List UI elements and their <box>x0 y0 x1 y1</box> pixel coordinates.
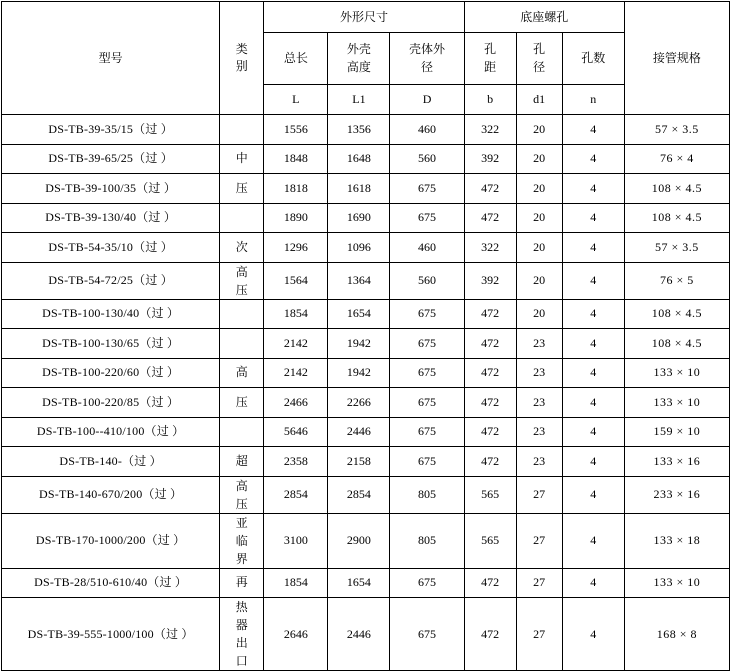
cell-shell-diameter: 560 <box>390 144 464 174</box>
table-row <box>2 262 730 299</box>
category-stack <box>220 514 263 568</box>
table-row <box>2 203 730 233</box>
cell-shell-diameter: 675 <box>390 447 464 477</box>
cell-hole-count: 4 <box>562 388 624 418</box>
cell-model: DS-TB-100-130/65（过 ） <box>2 329 220 359</box>
cell-total-length: 1296 <box>264 233 328 263</box>
cell-hole-diameter: 23 <box>516 329 562 359</box>
category-char: 压 <box>235 496 248 511</box>
cell-hole-diameter: 23 <box>516 388 562 418</box>
cell-shell-height: 2446 <box>328 417 390 447</box>
header-shell-diameter-line1: 壳体外 <box>409 42 446 57</box>
specification-table <box>1 1 730 671</box>
cell-model: DS-TB-100-220/85（过 ） <box>2 388 220 418</box>
category-char: 出 <box>235 636 248 650</box>
header-shell-height-line1: 外壳 <box>346 42 371 57</box>
cell-model: DS-TB-100-130/40（过 ） <box>2 299 220 329</box>
cell-model: DS-TB-39-35/15（过 ） <box>2 115 220 145</box>
cell-category <box>220 417 264 447</box>
cell-hole-count: 4 <box>562 174 624 204</box>
cell-hole-pitch: 472 <box>464 174 516 204</box>
category-stack <box>220 263 263 299</box>
cell-total-length: 2646 <box>264 598 328 671</box>
spec-table-page <box>0 1 731 668</box>
cell-hole-pitch: 322 <box>464 233 516 263</box>
cell-hole-pitch: 472 <box>464 388 516 418</box>
cell-hole-count: 4 <box>562 447 624 477</box>
header-symbol-L1: L1 <box>328 85 390 115</box>
cell-hole-pitch: 565 <box>464 513 516 568</box>
table-row <box>2 299 730 329</box>
header-hole-diameter-line2: 径 <box>533 59 546 74</box>
cell-shell-height: 1654 <box>328 299 390 329</box>
cell-shell-height: 2266 <box>328 388 390 418</box>
table-row <box>2 358 730 388</box>
cell-hole-pitch: 322 <box>464 115 516 145</box>
cell-pipe-spec: 133 × 10 <box>624 358 729 388</box>
cell-pipe-spec: 133 × 18 <box>624 513 729 568</box>
header-shell-height <box>328 33 390 85</box>
cell-shell-height: 1648 <box>328 144 390 174</box>
cell-hole-count: 4 <box>562 203 624 233</box>
cell-shell-diameter: 675 <box>390 388 464 418</box>
cell-total-length: 5646 <box>264 417 328 447</box>
table-body <box>2 115 730 671</box>
table-row <box>2 417 730 447</box>
cell-shell-diameter: 675 <box>390 203 464 233</box>
table-row <box>2 598 730 671</box>
cell-pipe-spec: 108 × 4.5 <box>624 299 729 329</box>
cell-hole-count: 4 <box>562 329 624 359</box>
cell-shell-diameter: 675 <box>390 329 464 359</box>
cell-category <box>220 115 264 145</box>
cell-model: DS-TB-100--410/100（过 ） <box>2 417 220 447</box>
cell-hole-diameter: 20 <box>516 144 562 174</box>
cell-hole-diameter: 27 <box>516 598 562 671</box>
category-char: 热 <box>235 600 248 614</box>
cell-hole-pitch: 472 <box>464 417 516 447</box>
header-pipe-spec: 接管规格 <box>624 2 729 115</box>
header-hole-diameter-line1: 孔 <box>533 42 546 57</box>
header-symbol-D: D <box>390 85 464 115</box>
cell-hole-diameter: 20 <box>516 262 562 299</box>
cell-shell-diameter: 805 <box>390 476 464 513</box>
header-hole-count: 孔数 <box>562 33 624 85</box>
cell-hole-diameter: 27 <box>516 476 562 513</box>
cell-category <box>220 299 264 329</box>
table-row <box>2 388 730 418</box>
cell-hole-pitch: 472 <box>464 568 516 598</box>
cell-hole-pitch: 565 <box>464 476 516 513</box>
cell-hole-pitch: 472 <box>464 598 516 671</box>
cell-hole-diameter: 20 <box>516 233 562 263</box>
cell-category: 压 <box>220 174 264 204</box>
header-shell-diameter-line2: 径 <box>421 59 434 74</box>
category-char: 压 <box>235 282 248 297</box>
header-model: 型号 <box>2 2 220 115</box>
cell-shell-diameter: 460 <box>390 115 464 145</box>
cell-hole-pitch: 392 <box>464 262 516 299</box>
cell-hole-diameter: 20 <box>516 203 562 233</box>
cell-pipe-spec: 108 × 4.5 <box>624 203 729 233</box>
cell-model: DS-TB-39-130/40（过 ） <box>2 203 220 233</box>
cell-hole-count: 4 <box>562 598 624 671</box>
cell-pipe-spec: 76 × 5 <box>624 262 729 299</box>
category-stack <box>220 598 263 670</box>
cell-model: DS-TB-170-1000/200（过 ） <box>2 513 220 568</box>
cell-shell-height: 1942 <box>328 329 390 359</box>
cell-hole-diameter: 20 <box>516 299 562 329</box>
header-shell-diameter <box>390 33 464 85</box>
header-category-line2: 别 <box>235 59 248 73</box>
cell-hole-count: 4 <box>562 476 624 513</box>
cell-pipe-spec: 57 × 3.5 <box>624 233 729 263</box>
header-symbol-L: L <box>264 85 328 115</box>
cell-category: 再 <box>220 568 264 598</box>
cell-hole-count: 4 <box>562 115 624 145</box>
header-symbol-d1: d1 <box>516 85 562 115</box>
cell-hole-pitch: 472 <box>464 299 516 329</box>
table-row <box>2 329 730 359</box>
cell-hole-pitch: 392 <box>464 144 516 174</box>
cell-pipe-spec: 108 × 4.5 <box>624 329 729 359</box>
cell-total-length: 2358 <box>264 447 328 477</box>
cell-shell-height: 2854 <box>328 476 390 513</box>
cell-total-length: 2854 <box>264 476 328 513</box>
cell-total-length: 2142 <box>264 329 328 359</box>
cell-category <box>220 203 264 233</box>
cell-model: DS-TB-140-（过 ） <box>2 447 220 477</box>
header-hole-pitch-line1: 孔 <box>484 42 497 57</box>
cell-pipe-spec: 159 × 10 <box>624 417 729 447</box>
cell-shell-diameter: 675 <box>390 417 464 447</box>
cell-total-length: 2142 <box>264 358 328 388</box>
cell-total-length: 1818 <box>264 174 328 204</box>
cell-pipe-spec: 168 × 8 <box>624 598 729 671</box>
cell-total-length: 1854 <box>264 299 328 329</box>
cell-shell-height: 1356 <box>328 115 390 145</box>
cell-hole-count: 4 <box>562 513 624 568</box>
cell-category: 高 <box>220 358 264 388</box>
cell-shell-height: 1690 <box>328 203 390 233</box>
cell-total-length: 1564 <box>264 262 328 299</box>
cell-total-length: 2466 <box>264 388 328 418</box>
cell-total-length: 1854 <box>264 568 328 598</box>
cell-pipe-spec: 57 × 3.5 <box>624 115 729 145</box>
cell-category: 压 <box>220 388 264 418</box>
header-hole-pitch-line2: 距 <box>484 59 497 74</box>
cell-category: 中 <box>220 144 264 174</box>
cell-hole-count: 4 <box>562 299 624 329</box>
cell-shell-diameter: 675 <box>390 568 464 598</box>
cell-hole-diameter: 27 <box>516 568 562 598</box>
cell-shell-height: 1654 <box>328 568 390 598</box>
cell-hole-pitch: 472 <box>464 447 516 477</box>
cell-shell-height: 1618 <box>328 174 390 204</box>
cell-category: 超 <box>220 447 264 477</box>
cell-hole-count: 4 <box>562 144 624 174</box>
cell-shell-height: 2158 <box>328 447 390 477</box>
cell-shell-height: 1096 <box>328 233 390 263</box>
table-row <box>2 174 730 204</box>
cell-hole-count: 4 <box>562 262 624 299</box>
cell-total-length: 1556 <box>264 115 328 145</box>
cell-category: 次 <box>220 233 264 263</box>
cell-hole-diameter: 23 <box>516 358 562 388</box>
cell-model: DS-TB-54-35/10（过 ） <box>2 233 220 263</box>
cell-shell-height: 1364 <box>328 262 390 299</box>
cell-shell-diameter: 675 <box>390 174 464 204</box>
cell-hole-diameter: 23 <box>516 447 562 477</box>
cell-model: DS-TB-39-100/35（过 ） <box>2 174 220 204</box>
header-hole-diameter <box>516 33 562 85</box>
table-row <box>2 568 730 598</box>
table-row <box>2 144 730 174</box>
cell-category <box>220 476 264 513</box>
cell-shell-diameter: 560 <box>390 262 464 299</box>
cell-model: DS-TB-140-670/200（过 ） <box>2 476 220 513</box>
cell-shell-height: 1942 <box>328 358 390 388</box>
cell-shell-diameter: 460 <box>390 233 464 263</box>
cell-shell-height: 2900 <box>328 513 390 568</box>
cell-hole-count: 4 <box>562 568 624 598</box>
header-total-length: 总长 <box>264 33 328 85</box>
header-category-line1: 类 <box>235 41 248 56</box>
cell-pipe-spec: 133 × 16 <box>624 447 729 477</box>
table-row <box>2 233 730 263</box>
table-row <box>2 476 730 513</box>
cell-hole-diameter: 27 <box>516 513 562 568</box>
cell-model: DS-TB-39-65/25（过 ） <box>2 144 220 174</box>
category-char: 口 <box>235 654 248 668</box>
cell-hole-pitch: 472 <box>464 358 516 388</box>
cell-shell-diameter: 805 <box>390 513 464 568</box>
cell-hole-diameter: 20 <box>516 174 562 204</box>
cell-hole-pitch: 472 <box>464 329 516 359</box>
category-char: 界 <box>235 551 248 566</box>
cell-total-length: 3100 <box>264 513 328 568</box>
cell-hole-diameter: 20 <box>516 115 562 145</box>
cell-hole-count: 4 <box>562 358 624 388</box>
header-symbol-b: b <box>464 85 516 115</box>
cell-pipe-spec: 76 × 4 <box>624 144 729 174</box>
cell-category <box>220 513 264 568</box>
cell-shell-diameter: 675 <box>390 299 464 329</box>
cell-category <box>220 329 264 359</box>
category-char: 高 <box>235 264 248 279</box>
cell-hole-diameter: 23 <box>516 417 562 447</box>
cell-model: DS-TB-54-72/25（过 ） <box>2 262 220 299</box>
header-row-groups <box>2 2 730 33</box>
cell-model: DS-TB-39-555-1000/100（过 ） <box>2 598 220 671</box>
category-char: 器 <box>235 618 248 632</box>
table-row <box>2 513 730 568</box>
table-row <box>2 447 730 477</box>
category-stack <box>220 477 263 513</box>
header-symbol-n: n <box>562 85 624 115</box>
cell-shell-diameter: 675 <box>390 358 464 388</box>
header-group-dimensions: 外形尺寸 <box>264 2 464 33</box>
cell-shell-diameter: 675 <box>390 598 464 671</box>
cell-pipe-spec: 133 × 10 <box>624 388 729 418</box>
cell-total-length: 1890 <box>264 203 328 233</box>
cell-category <box>220 598 264 671</box>
cell-pipe-spec: 233 × 16 <box>624 476 729 513</box>
table-header <box>2 2 730 115</box>
cell-hole-pitch: 472 <box>464 203 516 233</box>
cell-shell-height: 2446 <box>328 598 390 671</box>
cell-category <box>220 262 264 299</box>
cell-model: DS-TB-28/510-610/40（过 ） <box>2 568 220 598</box>
category-char: 亚 <box>235 515 248 530</box>
header-category <box>220 2 264 115</box>
header-shell-height-line2: 高度 <box>346 59 371 74</box>
category-char: 高 <box>235 478 248 493</box>
cell-pipe-spec: 108 × 4.5 <box>624 174 729 204</box>
header-hole-pitch <box>464 33 516 85</box>
cell-model: DS-TB-100-220/60（过 ） <box>2 358 220 388</box>
category-char: 临 <box>235 533 248 548</box>
header-group-base-holes: 底座螺孔 <box>464 2 624 33</box>
table-row <box>2 115 730 145</box>
cell-total-length: 1848 <box>264 144 328 174</box>
cell-hole-count: 4 <box>562 233 624 263</box>
cell-pipe-spec: 133 × 10 <box>624 568 729 598</box>
cell-hole-count: 4 <box>562 417 624 447</box>
